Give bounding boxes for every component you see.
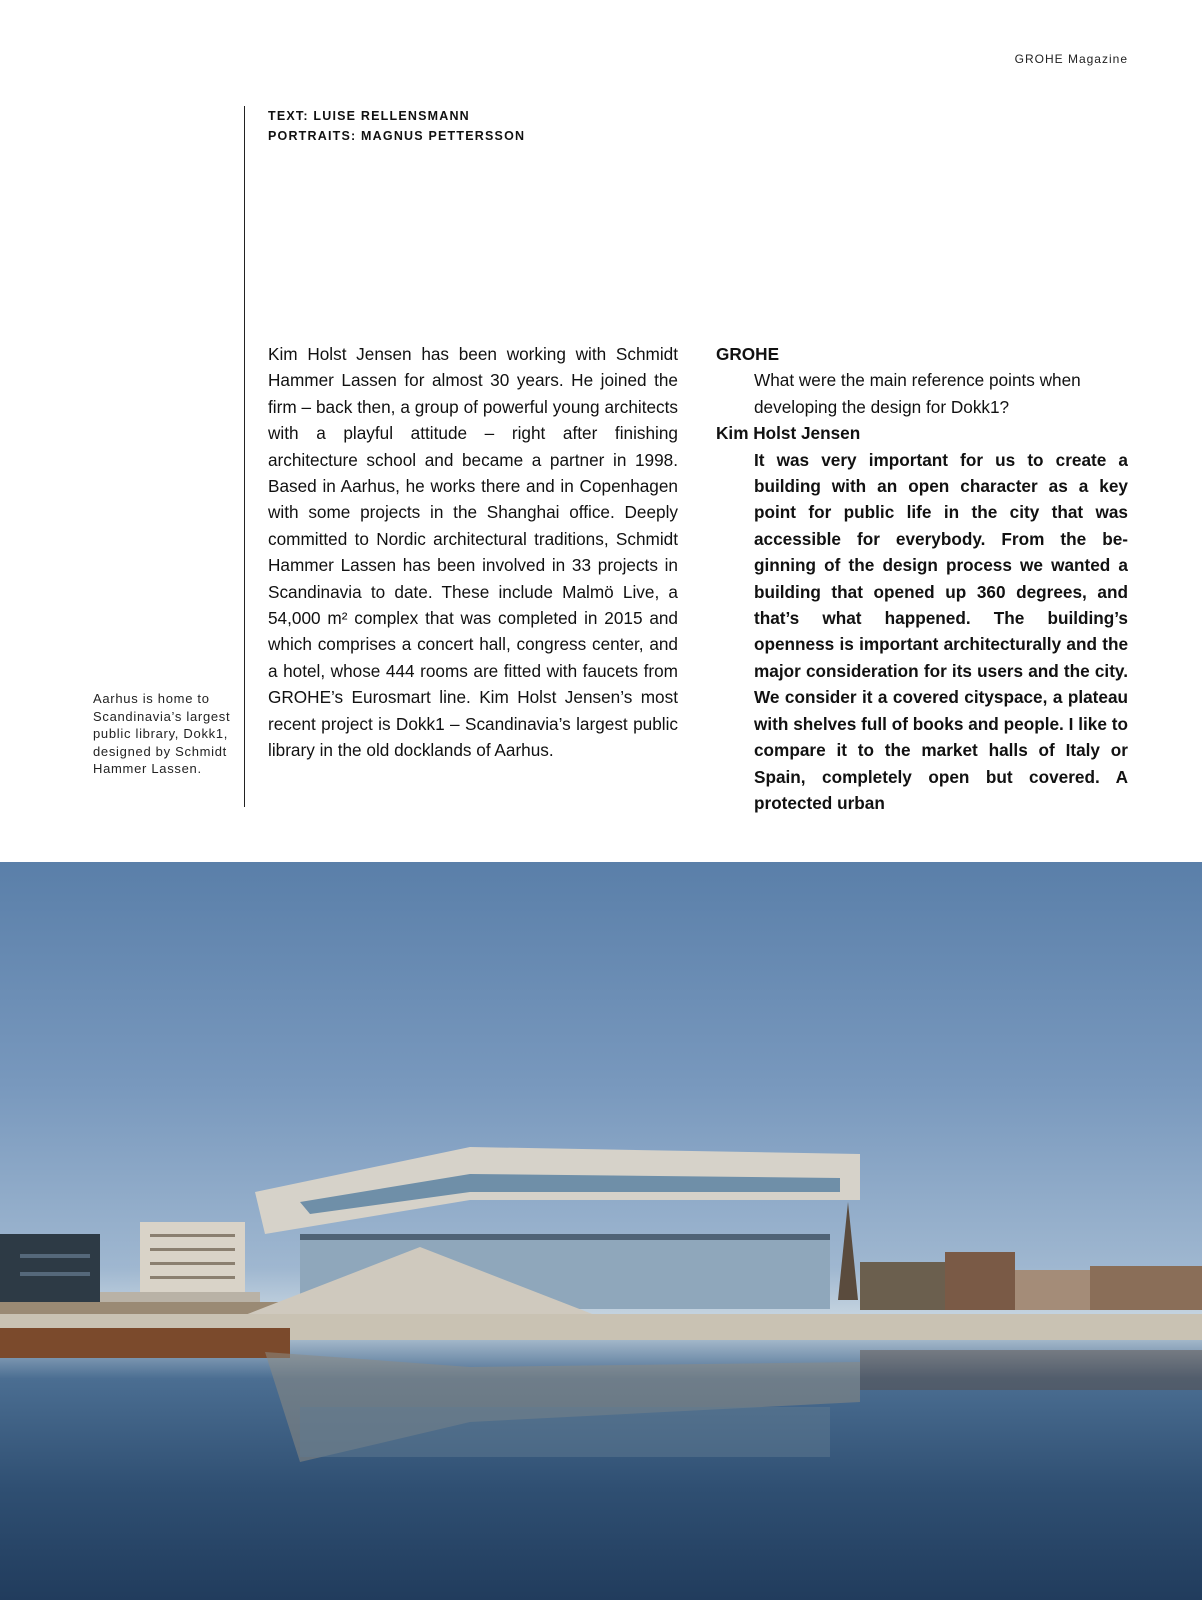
intro-column [268,341,678,764]
portraits-credit: PORTRAITS: MAGNUS PETTERSSON [268,129,526,143]
interview-question: What were the main reference points when developing the design for Dokk1? [754,370,1081,417]
church-spire [838,1202,858,1300]
photo-caption: Aarhus is home to Scandinavia’s largest public library, Dokk1, designed by Schmidt Hammer Lassen. [93,691,231,777]
dokk1-illustration [0,862,1202,1600]
left-office-block [0,1234,100,1306]
article-credits [268,106,525,146]
dokk1-library-photo [0,862,1202,1600]
magazine-masthead: GROHE Magazine [1014,52,1128,66]
interviewee-name: Kim Holst Jensen [716,423,861,444]
wooden-pier [0,1328,290,1358]
interview-column [716,341,1128,817]
intro-paragraph: Kim Holst Jensen has been working with Schmidt Hammer Lassen for almost 30 years. He joined the firm – back then, a group of powerful young architects with a playful attitude – right after finishing architecture school and became a partner in 1998. Based in Aarhus, he works there and in Copenhagen with some projects in the Shanghai office. Deeply committed to Nordic architectural traditions, Schmidt Hammer Lassen has been involved in 33 projects in Scandinavia to date. These include Malmö Live, a 54,000 m² complex that was completed in 2015 and which comprises a concert hall, congress center, and a hotel, whose 444 rooms are fitted with faucets from GROHE’s Eurosmart line. Kim Holst Jensen’s most recent project is Dokk1 – Scandinavia’s largest public library in the old docklands of Aarhus. [268,344,678,761]
interview-answer: It was very important for us to create a building with an open character as a key point for public life in the city that was accessible for everybody. From the beginning of the design process we wanted a building that opened up 360 degrees, and that’s what happened. The building’s openness is important architecturally and the major consideration for its users and the city. We consider it a covered cityspace, a plateau with shelves full of books and people. I like to compare it to the market halls of Italy or Spain, completely open but covered. A protected urban [754,449,1128,813]
text-credit: TEXT: LUISE RELLENSMANN [268,109,470,123]
interviewer-name: GROHE [716,344,780,364]
right-buildings [860,1262,950,1310]
column-divider-line [244,106,245,807]
